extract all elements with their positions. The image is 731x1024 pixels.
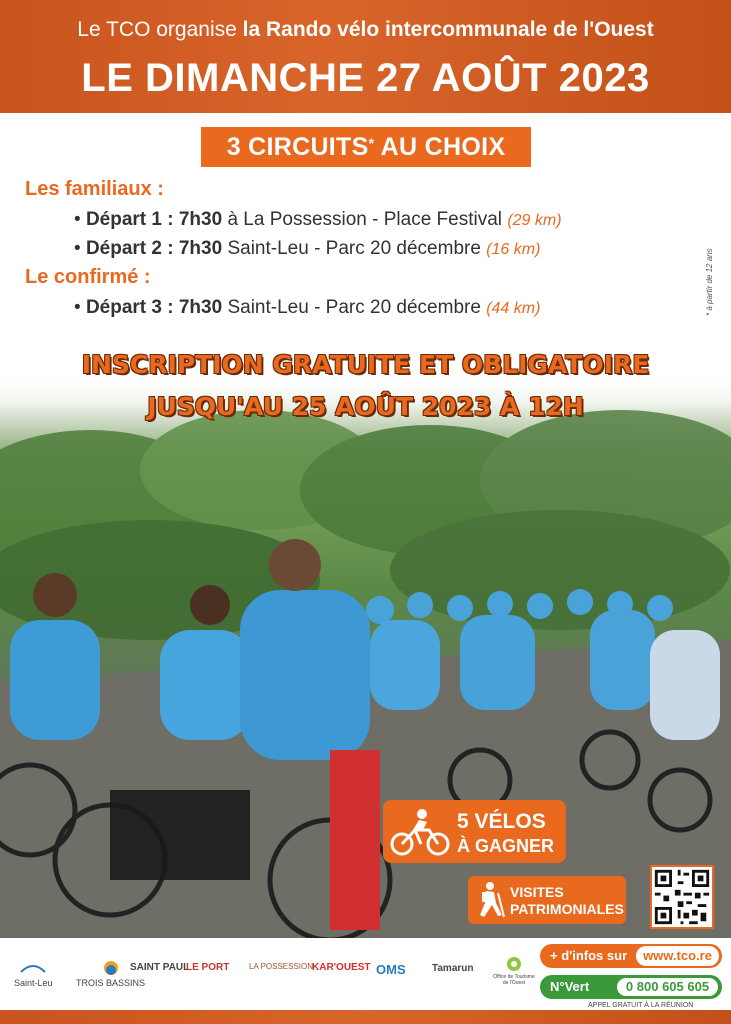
logo-tamarun	[432, 963, 474, 974]
header-organiser-line	[0, 18, 731, 42]
logo-label: Saint-Leu	[14, 978, 53, 988]
departure-name: Départ 3 : 7h30	[85, 297, 223, 318]
phone-label: N°Vert	[550, 979, 590, 994]
departure-bullet: •	[74, 209, 86, 230]
cyclist-icon	[389, 808, 451, 863]
logo-karouest	[312, 962, 371, 973]
logo-label: Office de Tourisme de l'Ouest	[493, 974, 535, 986]
free-call-note: APPEL GRATUIT À LA RÉUNION	[588, 1002, 694, 1009]
prize-badge	[383, 800, 566, 863]
phone-number-link[interactable]: 0 800 605 605	[616, 977, 719, 997]
bottom-bar	[0, 1010, 731, 1024]
departure-bullet: •	[74, 238, 86, 259]
departure-name: Départ 2 : 7h30	[85, 238, 223, 259]
departure-distance: (16 km)	[486, 241, 541, 258]
logo-label: TROIS BASSINS	[76, 978, 146, 988]
departure-place: à La Possession - Place Festival	[222, 209, 508, 230]
category-familiaux: Les familiaux :	[25, 178, 164, 200]
phone-pill	[540, 975, 722, 999]
info-label: + d'infos sur	[550, 948, 628, 963]
circuits-heading	[201, 127, 531, 167]
departure-place: Saint-Leu - Parc 20 décembre	[222, 238, 487, 259]
inscription-line-1: INSCRIPTION GRATUITE ET OBLIGATOIRE	[81, 350, 650, 379]
circuits-label-suffix: AU CHOIX	[374, 133, 506, 161]
logo-office-tourisme	[492, 956, 536, 986]
departure-1	[74, 209, 562, 231]
logo-saint-leu	[14, 960, 53, 988]
age-footnote: * à partir de 12 ans	[705, 248, 714, 316]
cyclists-illustration	[0, 380, 731, 940]
category-confirme: Le confirmé :	[25, 266, 151, 288]
prize-count: 5 VÉLOS	[457, 810, 546, 833]
departure-place: Saint-Leu - Parc 20 décembre	[222, 297, 487, 318]
visits-label-1: VISITES	[510, 884, 564, 900]
circuits-footnote-mark: *	[368, 135, 375, 151]
header-event-name: la Rando vélo intercommunale de l'Ouest	[242, 18, 654, 41]
hiker-icon	[472, 881, 506, 924]
prize-label: À GAGNER	[457, 836, 555, 856]
logo-label: LA POSSESSION	[249, 962, 314, 971]
qr-code-icon[interactable]	[650, 865, 714, 929]
logo-saint-paul	[130, 962, 189, 973]
inscription-line-2: JUSQU'AU 25 AOÛT 2023 À 12H	[147, 392, 584, 421]
info-link-pill	[540, 944, 722, 968]
logo-label: SAINT PAUL	[130, 962, 190, 973]
circuits-label: 3 CIRCUITS	[226, 133, 369, 161]
header-organiser: Le TCO organise	[77, 18, 237, 41]
logo-label: OMS	[376, 962, 406, 977]
cyclists-photo	[0, 380, 731, 940]
departure-2	[74, 238, 540, 260]
logo-le-port	[186, 962, 229, 973]
logo-label: KAR'OUEST	[312, 962, 371, 973]
header-banner	[0, 0, 731, 113]
visits-badge	[468, 876, 626, 924]
departure-name: Départ 1 : 7h30	[85, 209, 223, 230]
departure-bullet: •	[74, 297, 86, 318]
logo-label: LE PORT	[186, 962, 230, 973]
departure-distance: (29 km)	[507, 212, 562, 229]
logo-label: Tamarun	[432, 963, 474, 974]
logo-la-possession	[249, 962, 313, 971]
info-url-link[interactable]: www.tco.re	[636, 946, 719, 966]
event-date-title: LE DIMANCHE 27 AOÛT 2023	[81, 56, 650, 100]
departure-distance: (44 km)	[486, 300, 541, 317]
departure-3	[74, 297, 540, 319]
logo-oms	[376, 962, 406, 977]
visits-label-2: PATRIMONIALES	[510, 901, 624, 917]
